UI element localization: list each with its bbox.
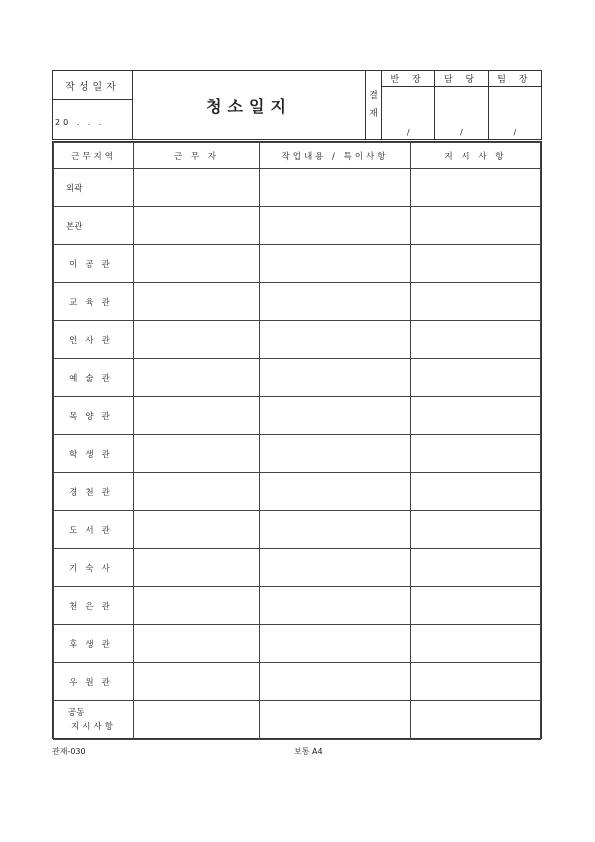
work-cell[interactable] [260,283,411,321]
table-row [54,321,541,359]
area-label: 도서관 [54,511,134,549]
area-label: 학생관 [54,435,134,473]
work-cell[interactable] [260,245,411,283]
instruction-cell[interactable] [411,397,541,435]
table-row [54,625,541,663]
instruction-cell[interactable] [411,245,541,283]
table-row [54,397,541,435]
area-label: 교육관 [54,283,134,321]
worker-cell[interactable] [134,473,260,511]
table-row [54,435,541,473]
date-field[interactable]: 20 . . . [55,118,105,127]
area-label: 우원관 [54,663,134,701]
table-row [54,169,541,207]
column-header-area: 근무지역 [54,143,134,169]
column-header-work: 작업내용 / 특이사항 [260,143,411,169]
approval-label-bottom: 재 [369,109,378,119]
worker-cell[interactable] [134,397,260,435]
instruction-cell[interactable] [411,663,541,701]
work-cell[interactable] [260,473,411,511]
area-label: 외곽 [54,169,134,207]
instruction-cell[interactable] [411,511,541,549]
area-label: 본관 [54,207,134,245]
worker-cell[interactable] [134,701,260,740]
instruction-cell[interactable] [411,283,541,321]
worker-cell[interactable] [134,245,260,283]
column-header-instructions: 지 시 사 항 [411,143,541,169]
worker-cell[interactable] [134,359,260,397]
instruction-cell[interactable] [411,321,541,359]
instruction-cell[interactable] [411,169,541,207]
area-label: 후생관 [54,625,134,663]
area-label: 기숙사 [54,549,134,587]
signature-date: / [460,128,463,137]
instruction-cell[interactable] [411,625,541,663]
work-cell[interactable] [260,549,411,587]
worker-cell[interactable] [134,435,260,473]
approval-title: 반 장 [382,71,434,87]
work-cell[interactable] [260,169,411,207]
common-label-line1: 공동 [68,708,85,718]
work-cell[interactable] [260,435,411,473]
signature-field[interactable] [382,87,434,139]
approval-boxes [382,71,541,139]
approval-box-team-lead [489,71,541,139]
approval-label [365,71,382,139]
table-row [54,473,541,511]
table-row [54,549,541,587]
common-instructions-row [54,701,541,740]
work-cell[interactable] [260,701,411,740]
signature-field[interactable] [435,87,487,139]
area-label: 인사관 [54,321,134,359]
form-code: 관재-030 [52,747,86,756]
worker-cell[interactable] [134,625,260,663]
table-row [54,207,541,245]
common-instructions-label [54,701,134,740]
area-label: 예술관 [54,359,134,397]
table-header-row [54,143,541,169]
form-header [52,70,542,140]
work-cell[interactable] [260,397,411,435]
area-label: 천은관 [54,587,134,625]
approval-box-leader [382,71,435,139]
worker-cell[interactable] [134,169,260,207]
worker-cell[interactable] [134,207,260,245]
worker-cell[interactable] [134,663,260,701]
table-row [54,587,541,625]
approval-box-manager [435,71,488,139]
work-cell[interactable] [260,207,411,245]
written-date-label: 작성일자 [53,71,132,100]
worker-cell[interactable] [134,549,260,587]
instruction-cell[interactable] [411,207,541,245]
paper-size: 보통 A4 [294,747,323,756]
instruction-cell[interactable] [411,587,541,625]
worker-cell[interactable] [134,587,260,625]
table-row [54,511,541,549]
worker-cell[interactable] [134,511,260,549]
work-cell[interactable] [260,511,411,549]
area-label: 경천관 [54,473,134,511]
work-cell[interactable] [260,321,411,359]
cleaning-log-table [52,141,542,739]
instruction-cell[interactable] [411,473,541,511]
work-cell[interactable] [260,663,411,701]
table-row [54,283,541,321]
approval-title: 담 당 [435,71,487,87]
signature-date: / [513,128,517,137]
approval-label-top: 결 [369,91,378,101]
table-row [54,245,541,283]
approval-title: 팀 장 [489,71,541,87]
date-box [53,71,133,139]
table-row [54,359,541,397]
signature-date: / [406,128,410,137]
work-cell[interactable] [260,587,411,625]
work-cell[interactable] [260,625,411,663]
worker-cell[interactable] [134,283,260,321]
common-label-line2: 지시사항 [71,722,116,732]
instruction-cell[interactable] [411,549,541,587]
instruction-cell[interactable] [411,435,541,473]
instruction-cell[interactable] [411,359,541,397]
work-cell[interactable] [260,359,411,397]
instruction-cell[interactable] [411,701,541,740]
worker-cell[interactable] [134,321,260,359]
signature-field[interactable] [489,87,541,139]
table-row [54,663,541,701]
column-header-worker: 근 무 자 [134,143,260,169]
area-label: 이공관 [54,245,134,283]
area-label: 목양관 [54,397,134,435]
page-title: 청소일지 [206,96,292,116]
